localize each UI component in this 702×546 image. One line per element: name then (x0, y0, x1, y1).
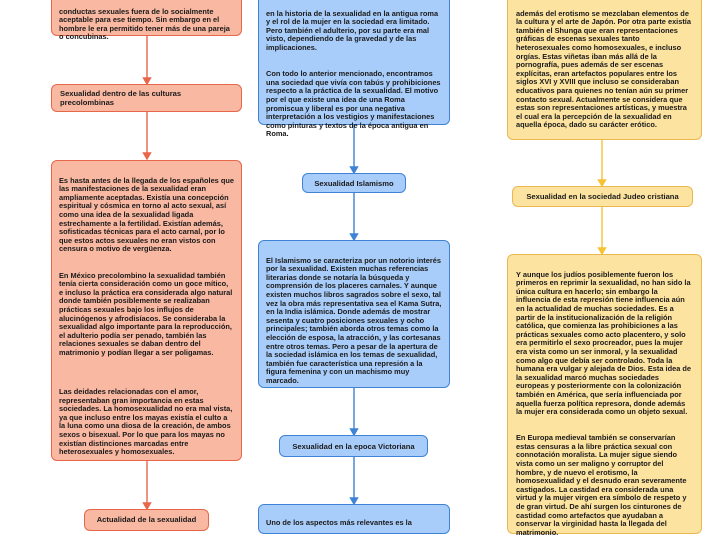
arrowhead-left-2 (144, 153, 151, 159)
rome-text-node[interactable] (258, 0, 450, 139)
islam-title-node[interactable] (302, 173, 406, 193)
left-top-node[interactable] (51, 0, 242, 42)
victorian-title: Sexualidad en la epoca Victoriana (292, 441, 415, 451)
current-sexuality-title-node[interactable] (84, 509, 209, 531)
judeo-christian-text-node[interactable] (507, 254, 702, 537)
islam-title: Sexualidad Islamismo (314, 178, 394, 188)
precolombian-paragraph-2: En México precolombino la sexualidad también tenía cierta consideración como un goce mítico, e incluso la práctica era considerada algo natural donde también posiblemente se realizaban prácticas sexuales bajo los influjos de alucinógenos y afrodisíacos. Se consideraba la sexualidad algo importante para la reproducción, el adulterio podía ser penado, también las relaciones sexuales se daban dentro del matrimonio y podían llegar a ser poligamas. (59, 270, 233, 357)
judeo-christian-title: Sexualidad en la sociedad Judeo cristiana (526, 192, 679, 201)
victorian-paragraph: Uno de los aspectos más relevantes es la (266, 517, 412, 527)
victorian-title-node[interactable] (279, 435, 428, 457)
victorian-text-node[interactable] (258, 504, 450, 534)
precolombian-title: Sexualidad dentro de las culturas precolombinas (60, 89, 182, 107)
precolombian-paragraph-1: Es hasta antes de la llegada de los españoles que las manifestaciones de la sexualidad eran ampliamente aceptadas. Existía una concepción espiritual y cósmica en torno al acto sexual, así como una idea de la sexualidad ligada estrechamente a la fertilidad. Existían además, sofisticadas técnicas para el acto carnal, por lo que estos actos sexuales no eran vistos con censura o motivo de vergüenza. (59, 175, 234, 254)
judeo-christian-paragraph-1: Y aunque los judíos posiblemente fueron los primeros en reprimir la sexualidad, no han sido la única cultura en hacerlo; sin embargo la influencia de esta represión tiene influencia aún en la actualidad de muchas sociedades. Es a partir de la institucionalización de la religión católica, que comienza las prohibiciones a las prácticas sexuales como acto placentero, y solo era permitirlo el sexo procreador, pues la mujer era vista como un ser inmoral, y la sexualidad como algo que debía ser controlado. Toda la humana era vulgar y alejada de Dios. Esta idea de la sexualidad marcó muchas sociedades europeas y posteriormente con la colonización también en América, que sería influenciada por aquella fuerza política represora, donde además la mujer era considerada como un objeto sexual. (516, 269, 691, 417)
japan-text-node[interactable] (507, 0, 702, 140)
left-top-text: conductas sexuales fuera de lo socialmente aceptable para ese tiempo. Sin embargo en el hombre le era permitido tener más de una pareja o concubinas. (59, 6, 230, 42)
precolombian-paragraph-3: Las deidades relacionadas con el amor, representaban gran importancia en estas sociedades. La homosexualidad no era mal vista, ya que incluso entre los mayas existía el culto a la luna como una diosa de la creación, de ambos sexos o bisexual. Por lo que para los mayas no existían distinciones marcadas entre heterosexuales y homosexuales. (59, 387, 233, 457)
rome-paragraph-2: Con todo lo anterior mencionado, encontramos una sociedad que vivía con tabús y prohibiciones respecto a la práctica de la sexualidad. El motivo por el que existe una idea de una Roma promiscua y liberal es por una negativa interpretación a los vestigios y manifestaciones como pinturas y textos de la época antigua en Roma. (266, 69, 441, 139)
islam-paragraph: El Islamismo se caracteriza por un notorio interés por la sexualidad. Existen muchas referencias literarias donde se notaría la búsqueda y comprensión de los placeres carnales. Y aunque existen muchos libros sagrados sobre el sexo, tal vez la obra más representativa sea el Kama Sutra, en la India islámica. Donde además de mostrar sesenta y cuatro posiciones sexuales y ocho principales; también aborda otros temas como la elección de esposa, la atracción, y las cortesanas entre otros temas. Pero a pesar de la apertura de la sociedad islámica en los temas de sexualidad, también fue característica una represión a la figura femenina y con un machismo muy marcado. (266, 255, 442, 385)
precolombian-title-node[interactable] (51, 84, 242, 112)
precolombian-text-node[interactable] (51, 160, 242, 461)
rome-paragraph-1: en la historia de la sexualidad en la antigua roma y el rol de la mujer en la sociedad era limitado. Pero también el adulterio, por su parte era mal visto, dependiendo de la gravedad y de las implicaciones. (266, 8, 439, 52)
japan-paragraph: además del erotismo se mezclaban elementos de la cultura y el arte de Japón. Por otra parte existía también el Shunga que eran representaciones gráficas de escenas sexuales tanto heterosexuales como homosexuales, e incluso orgías. Estas viñetas iban más allá de la pornografía, pues además de ser escenas explícitas, eran artefactos populares entre los siglos XVI y XVIII que incluso se consideraban educativos para quienes no tenían aún su primer contacto sexual. Actualmente se considera que estas son representaciones artísticas, y muestra el cual era la percepción de la sexualidad en aquella época, dado su carácter erótico. (516, 8, 691, 130)
islam-text-node[interactable] (258, 240, 450, 388)
judeo-christian-paragraph-2: En Europa medieval también se conservarían estas censuras a la libre práctica sexual con connotación moralista. La mujer sigue siendo vista como un ser maligno y corruptor del hombre, y de nuevo el erotismo, la homosexualidad y el desnudo eran severamente castigados. La castidad era considerada una virtud y la mujer virgen era símbolo de respeto y de gran virtud. De ahí surgen los cinturones de castidad como artefactos que ayudaban a conservar la virginidad hasta la llegada del matrimonio. (516, 433, 687, 537)
judeo-christian-title-node[interactable] (512, 186, 693, 207)
current-sexuality-title: Actualidad de la sexualidad (96, 515, 197, 524)
